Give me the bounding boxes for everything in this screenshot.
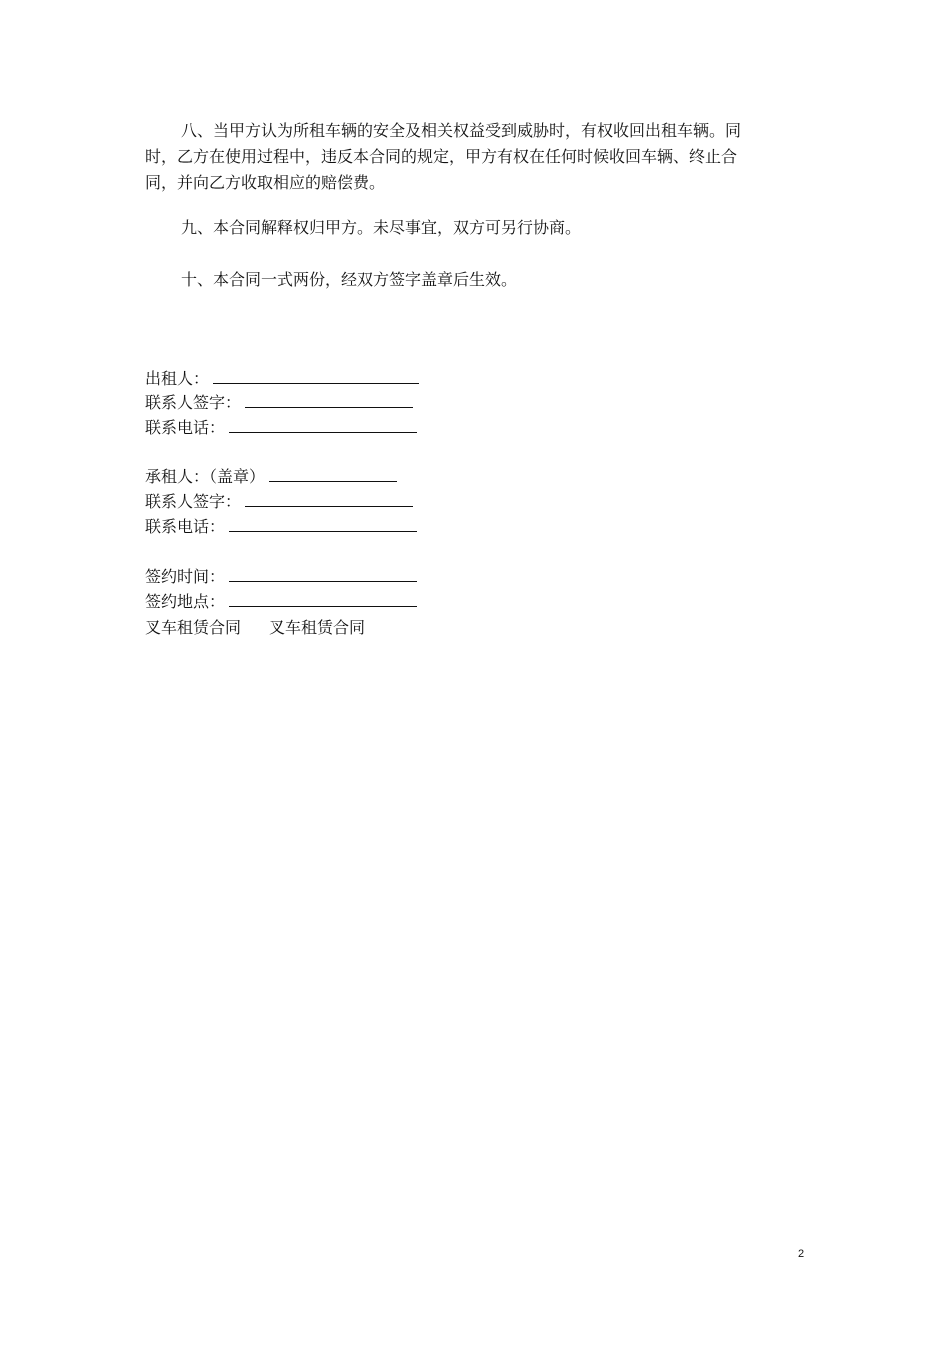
signing-place-field[interactable] (229, 592, 417, 607)
lessor-phone-field[interactable] (229, 418, 417, 433)
clause-8-text: 八、当甲方认为所租车辆的安全及相关权益受到威胁时，有权收回出租车辆。同时，乙方在使用过程中，违反本合同的规定，甲方有权在任何时候收回车辆、终止合同，并向乙方收取相应的赔偿费。 (145, 121, 742, 192)
clause-9 (145, 215, 757, 241)
lessee-contact-sign-row (145, 491, 413, 513)
lessee-name-label: 承租人：（盖章） (145, 467, 266, 486)
lessor-contact-sign-row (145, 392, 413, 414)
lessor-contact-sign-field[interactable] (245, 393, 413, 408)
footer-titles (145, 617, 365, 639)
signing-place-label: 签约地点： (145, 592, 226, 611)
signing-time-row (145, 566, 417, 588)
lessor-phone-row (145, 417, 417, 439)
lessor-phone-label: 联系电话： (145, 418, 226, 437)
lessor-contact-sign-label: 联系人签字： (145, 393, 242, 412)
clause-8 (145, 118, 757, 196)
clause-10 (145, 267, 757, 293)
clause-9-text: 九、本合同解释权归甲方。未尽事宜，双方可另行协商。 (181, 218, 582, 237)
lessee-name-row (145, 466, 397, 488)
lessor-name-field[interactable] (213, 369, 419, 384)
clause-10-text: 十、本合同一式两份，经双方签字盖章后生效。 (181, 270, 518, 289)
signing-time-field[interactable] (229, 567, 417, 582)
lessee-phone-row (145, 516, 417, 538)
signing-time-label: 签约时间： (145, 567, 226, 586)
footer-title: 叉车租赁合同 (269, 618, 366, 637)
lessee-name-field[interactable] (269, 467, 397, 482)
lessee-phone-field[interactable] (229, 517, 417, 532)
lessee-contact-sign-field[interactable] (245, 492, 413, 507)
lessor-name-label: 出租人： (145, 369, 210, 388)
lessor-name-row (145, 368, 419, 390)
footer-title: 叉车租赁合同 (145, 618, 242, 637)
signing-place-row (145, 591, 417, 613)
page-number: 2 (798, 1248, 805, 1260)
lessee-phone-label: 联系电话： (145, 517, 226, 536)
lessee-contact-sign-label: 联系人签字： (145, 492, 242, 511)
